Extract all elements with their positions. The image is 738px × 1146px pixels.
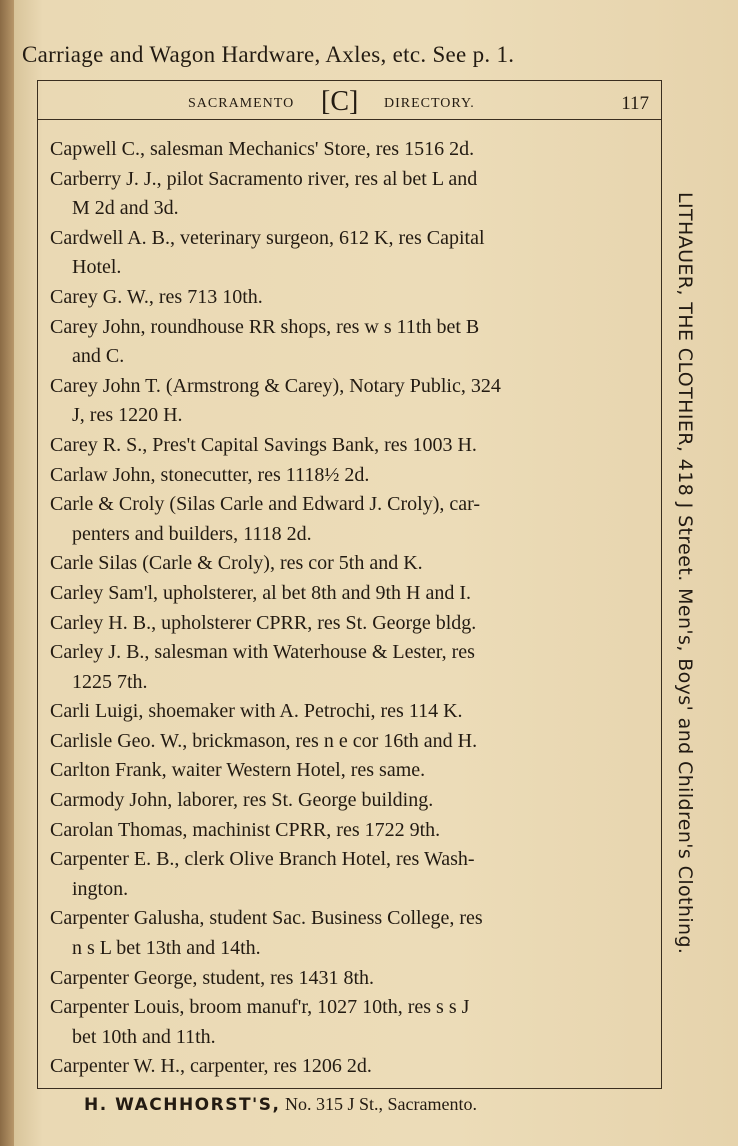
directory-entry <box>50 372 648 431</box>
top-advertisement-banner: Carriage and Wagon Hardware, Axles, etc. See p. 1. <box>22 42 515 67</box>
entry-line: Carpenter W. H., carpenter, res 1206 2d. <box>50 1055 372 1078</box>
page-number: 117 <box>621 93 649 114</box>
running-head <box>38 87 661 120</box>
side-advertisement <box>668 192 696 955</box>
book-binding <box>0 0 14 1146</box>
directory-entry <box>50 609 648 639</box>
directory-entry <box>50 224 648 283</box>
entry-continuation-line: Hotel. <box>72 256 122 279</box>
entry-line: Carlaw John, stonecutter, res 1118½ 2d. <box>50 463 370 486</box>
entry-line: Carey John, roundhouse RR shops, res w s 11th bet B <box>50 315 480 338</box>
entry-continuation-line: n s L bet 13th and 14th. <box>72 937 261 960</box>
entry-line: Carley H. B., upholsterer CPRR, res St. George bldg. <box>50 611 477 634</box>
directory-entry <box>50 135 648 165</box>
entry-line: Carlton Frank, waiter Western Hotel, res same. <box>50 759 426 782</box>
directory-entry <box>50 904 648 963</box>
entry-line: Carpenter Galusha, student Sac. Business College, res <box>50 907 483 930</box>
entry-line: Carey G. W., res 713 10th. <box>50 285 263 308</box>
directory-entry <box>50 1052 648 1082</box>
directory-entry <box>50 431 648 461</box>
page-frame <box>37 80 662 1089</box>
entry-line: Carle & Croly (Silas Carle and Edward J. Croly), car- <box>50 493 481 516</box>
entry-continuation-line: M 2d and 3d. <box>72 197 179 220</box>
directory-entry <box>50 313 648 372</box>
directory-entry <box>50 165 648 224</box>
directory-entry <box>50 786 648 816</box>
entry-line: Carpenter Louis, broom manuf'r, 1027 10th, res s s J <box>50 996 470 1019</box>
footer-advertisement <box>84 1094 644 1115</box>
directory-entry <box>50 638 648 697</box>
entry-line: Carley J. B., salesman with Waterhouse & Lester, res <box>50 641 475 664</box>
footer-address: No. 315 J St., Sacramento. <box>284 1094 477 1114</box>
entry-line: Cardwell A. B., veterinary surgeon, 612 K, res Capital <box>50 226 485 249</box>
directory-entry <box>50 283 648 313</box>
entry-continuation-line: J, res 1220 H. <box>72 404 183 427</box>
entry-continuation-line: ington. <box>72 877 129 900</box>
directory-entry <box>50 461 648 491</box>
directory-entry <box>50 845 648 904</box>
running-head-city: SACRAMENTO <box>188 96 295 111</box>
entry-continuation-line: bet 10th and 11th. <box>72 1025 216 1048</box>
directory-entry <box>50 816 648 846</box>
footer-firm-name: H. WACHHORST'S, <box>84 1095 281 1115</box>
directory-entry <box>50 697 648 727</box>
entry-line: Carey R. S., Pres't Capital Savings Bank, res 1003 H. <box>50 433 477 456</box>
entry-line: Carle Silas (Carle & Croly), res cor 5th and K. <box>50 552 423 575</box>
directory-entry <box>50 993 648 1052</box>
directory-entry <box>50 756 648 786</box>
directory-entry <box>50 964 648 994</box>
directory-entry <box>50 727 648 757</box>
entry-line: Carey John T. (Armstrong & Carey), Notary Public, 324 <box>50 374 501 397</box>
directory-entry <box>50 490 648 549</box>
entry-continuation-line: and C. <box>72 345 125 368</box>
running-head-letter: [C] <box>321 86 359 117</box>
entry-line: Carmody John, laborer, res St. George building. <box>50 789 434 812</box>
entry-line: Carli Luigi, shoemaker with A. Petrochi, res 114 K. <box>50 700 463 723</box>
entry-line: Capwell C., salesman Mechanics' Store, res 1516 2d. <box>50 138 475 160</box>
running-head-title: DIRECTORY. <box>384 96 475 111</box>
directory-entry <box>50 549 648 579</box>
directory-entries <box>50 135 648 1082</box>
entry-line: Carlisle Geo. W., brickmason, res n e cor 16th and H. <box>50 729 478 752</box>
directory-entry <box>50 579 648 609</box>
entry-line: Carberry J. J., pilot Sacramento river, res al bet L and <box>50 167 478 190</box>
entry-line: Carpenter E. B., clerk Olive Branch Hotel, res Wash- <box>50 848 475 871</box>
entry-continuation-line: penters and builders, 1118 2d. <box>72 522 312 545</box>
entry-line: Carpenter George, student, res 1431 8th. <box>50 966 374 989</box>
entry-continuation-line: 1225 7th. <box>72 670 148 693</box>
side-advertisement-text: LITHAUER, THE CLOTHIER, 418 J Street. Men's, Boys' and Children's Clothing. <box>674 192 696 955</box>
entry-line: Carley Sam'l, upholsterer, al bet 8th and 9th H and I. <box>50 581 472 604</box>
entry-line: Carolan Thomas, machinist CPRR, res 1722 9th. <box>50 818 441 841</box>
